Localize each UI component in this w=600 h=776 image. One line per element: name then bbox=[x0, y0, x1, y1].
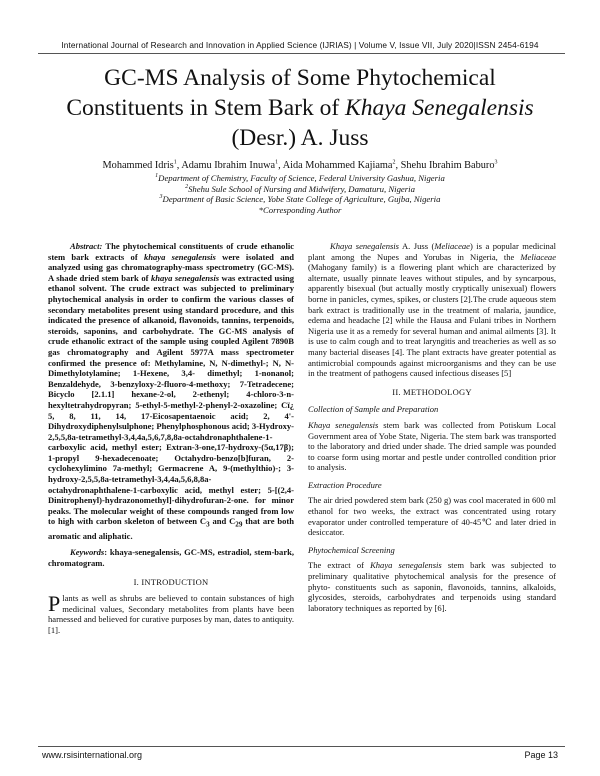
subheading-screening: Phytochemical Screening bbox=[308, 544, 395, 555]
title-line-1: GC-MS Analysis of Some Phytochemical bbox=[104, 65, 496, 91]
author-2-sup: 1 bbox=[275, 159, 279, 166]
screening-text-pre: The extract of bbox=[308, 560, 371, 571]
carbon-high-subscript: 29 bbox=[235, 521, 243, 530]
footer-divider bbox=[38, 746, 565, 747]
abstract-text-2: were isolated and analyzed using gas chromatography-mass spectrometry (GC-MS). A shade dried stem bark of bbox=[48, 251, 295, 283]
paper-title bbox=[40, 63, 560, 153]
abstract-species-1: khaya senegalensis bbox=[144, 251, 216, 262]
author-1: Mohammed Idris bbox=[102, 160, 174, 171]
collection-text: stem bark was collected from Potiskum Local Government area of Yobe State, Nigeria. The stem bark was transported to the laboratory and dried under shade. The dried sample was pounded to coarse form using mortar and pestle under controlled condition prior to analysis. bbox=[308, 419, 557, 473]
ri-text-1: A. Juss ( bbox=[399, 241, 435, 251]
intro-dropcap: P bbox=[48, 591, 61, 617]
right-column bbox=[308, 241, 556, 613]
title-line-2 bbox=[40, 93, 560, 123]
title-line-2-text: Constituents in Stem Bark of bbox=[66, 95, 346, 121]
title-species-name: Khaya Senegalensis bbox=[345, 95, 534, 121]
author-list bbox=[40, 160, 560, 171]
keywords-label: Keywords bbox=[70, 547, 105, 558]
screening-species: Khaya senegalensis bbox=[370, 560, 442, 571]
author-3-sup: 2 bbox=[392, 159, 396, 166]
affiliation-3 bbox=[40, 194, 560, 205]
journal-header: International Journal of Research and Innovation in Applied Science (IJRIAS) | Volume V, Issue VII, July 2020|ISSN 2454-6194 bbox=[61, 40, 539, 50]
author-4: , Shehu Ibrahim Baburo bbox=[395, 160, 495, 171]
ri-text-2: ) is a popular medicinal plant among the Nupes and Yorubas in Nigeria, the bbox=[308, 241, 556, 262]
extraction-paragraph: The air dried powdered stem bark (250 g) was cool macerated in 600 ml ethanol for two weeks, the extract was concentrated using rotary evaporator under controlled temperature of 40-45℃ and later dried in desiccator. bbox=[308, 495, 556, 538]
keywords bbox=[48, 547, 294, 568]
abstract-text-5: that are both aromatic and aliphatic. bbox=[48, 516, 294, 541]
ri-species: Khaya senegalensis bbox=[330, 241, 399, 251]
collection-species: Khaya senegalensis bbox=[308, 419, 379, 430]
affiliation-1-text: Department of Chemistry, Faculty of Science, Federal University Gashua, Nigeria bbox=[158, 173, 445, 183]
affiliation-3-sup: 3 bbox=[159, 194, 163, 201]
footer-url: www.rsisinternational.org bbox=[42, 750, 143, 760]
intro-paragraph bbox=[48, 593, 294, 635]
affiliation-1-sup: 1 bbox=[155, 173, 159, 180]
abstract-text-1: The phytochemical constituents of crude ethanolic stem bark extracts of bbox=[48, 241, 294, 262]
author-3: , Aida Mohammed Kajiama bbox=[278, 160, 393, 171]
header-divider bbox=[38, 53, 565, 54]
abstract-species-2: khaya senegalensis bbox=[150, 272, 220, 283]
collection-paragraph bbox=[308, 420, 556, 473]
affiliation-3-text: Department of Basic Science, Yobe State College of Agriculture, Gujba, Nigeria bbox=[162, 194, 441, 205]
section-heading-methodology: II. METHODOLOGY bbox=[392, 386, 472, 397]
ri-family-2: Meliaceae bbox=[520, 251, 556, 262]
abstract-text-4: and C bbox=[209, 516, 236, 527]
author-4-sup: 3 bbox=[494, 159, 498, 166]
title-line-3: (Desr.) A. Juss bbox=[231, 125, 369, 151]
left-column bbox=[48, 241, 294, 635]
intro-continued-paragraph bbox=[308, 241, 556, 379]
ri-text-3: (Mahogany family) is a flowering plant which are characterized by alternate, usually pinnate leaves without stipules, and by syncarpous, apparently bisexual (but actually mostly cryptically unisexual) flowers borne in panicles, cymes, spikes, or clusters [2].The crude aqueous stem bark extract is traditionally use in the treatment of malaria, jaundice, edema and headache [2] while the Hausa and Fulani tribes in Northern Nigeria use it as a remedy for several human and animal ailments [3]. It is use to calm cough and to treat laryngitis and treacheries as well as so many bacterial diseases [4]. The plant extracts have greater potential as antimicrobial compounds against microorganisms and they can be use in the treatment of pathogens caused infectious diseases [5] bbox=[308, 262, 556, 379]
ri-family-1: Meliaceae bbox=[434, 241, 470, 251]
affiliation-2-sup: 2 bbox=[185, 183, 189, 190]
affiliation-2-text: Shehu Sule School of Nursing and Midwifery, Damaturu, Nigeria bbox=[188, 183, 415, 194]
intro-text: lants as well as shrubs are believed to contain substances of high medicinal values, Secondary metabolites from plants have been harnessed and believed for curative purposes by man, dates to antiquity. [1]. bbox=[48, 593, 294, 635]
subheading-extraction: Extraction Procedure bbox=[308, 479, 382, 490]
keywords-text: : khaya-senegalensis, GC-MS, estradiol, stem-bark, chromatogram. bbox=[48, 547, 294, 568]
corresponding-author: *Corresponding Author bbox=[258, 205, 342, 216]
carbon-low-subscript: 3 bbox=[206, 521, 210, 530]
affiliation-1 bbox=[40, 173, 560, 184]
author-1-sup: 1 bbox=[173, 159, 177, 166]
footer-page-number: Page 13 bbox=[524, 750, 558, 760]
screening-text: stem bark was subjected to preliminary qualitative phytochemical analysis for the presence of phyto- constituents such as saponin, flavonoids, tannins, alkaloids, glycosides, steroids, carbohydrates and terpenoids using standard laboratory techniques as reported by [6]. bbox=[308, 560, 556, 613]
abstract bbox=[48, 241, 294, 541]
affiliations bbox=[40, 173, 560, 216]
abstract-text-3: was extracted using ethanol solvent. The crude extract was subjected to preliminary phytochemical analysis in order to confirm the various classes of secondary metabolites present using standard procedure, and this indicated the presence of alkanoid, flavonoids, tannins, terpenoids, steroids, saponins, and carbohydrate. The GC-MS analysis of crude ethanolic extract of the sample using coupled Agilent 7890B gas chromatography and Agilent 5977A mass spectrometer confirmed the presence of: Methylamine, N, N-dimethyl-; N, N-Dimethylotylamine; 1-Hexene, 3,4- dimethyl; 1-nonanol; Benzaldehyde, 3-benzyloxy-2-fluoro-4-methoxy; 7-Tetradecene; Bicyclo [2.1.1] hexane-2-ol, 2-ethenyl; 4-chloro-3-n-hexyltetrahydropyran; 5-ethyl-5-methyl-2-phenyl-2-oxazoline; Cï¿ 5, 8, 11, 14, 17-Eicosapentaenoic acid; 2, 4'-Dihydroxydiphenylsulphone; Phenylphosphonous acid; 3-Hydroxy-2,5,5,8a-tetramethyl-3,4,4a,5,6,7,8,8a-octahdronaphthalene-1-carboxylic acid, methyl ester; Extran-3-one,17-hydroxy-(5α,17β); 1-propyl 9-hexadecenoate; Octahydro-benzo[b]furan, 2-cyclohexylimino 7a-methyl; Germacrene A, 9-(methylthio)-; 3-hydroxy-2,5,5,8a-tetramethyl-3,4,4a,5,6,8,8a-octahydronaphthalene-1-carboxylic acid, methyl ester; 5-[(2,4-Dinitrophenyl)-hydrazonomethyl]-dihydrofuran-2-one. for minor peaks. The molecular weight of these compounds ranged from low to high with carbon skeleton of between C bbox=[48, 272, 294, 527]
screening-paragraph bbox=[308, 560, 556, 613]
subheading-collection: Collection of Sample and Preparation bbox=[308, 404, 439, 415]
affiliation-2 bbox=[40, 184, 560, 195]
abstract-label: Abstract: bbox=[70, 241, 103, 251]
author-2: , Adamu Ibrahim Inuwa bbox=[176, 160, 276, 171]
section-heading-introduction: I. INTRODUCTION bbox=[133, 576, 209, 587]
